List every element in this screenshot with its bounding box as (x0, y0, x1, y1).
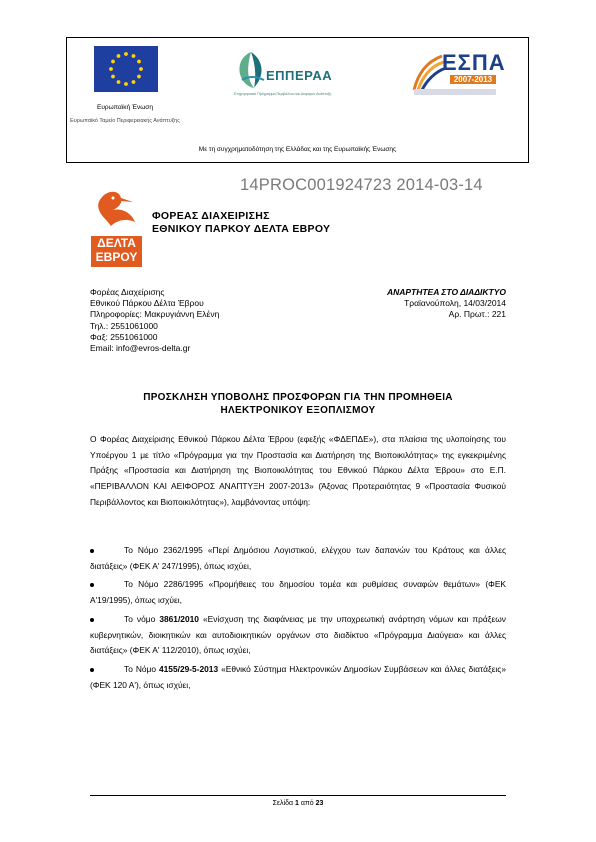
sender-line-2: Εθνικού Πάρκου Δέλτα Έβρου (90, 298, 204, 309)
document-title (90, 392, 506, 417)
sender-fax: Φαξ: 2551061000 (90, 331, 158, 342)
org-line-2: ΕΘΝΙΚΟΥ ΠΑΡΚΟΥ ΔΕΛΤΑ ΕΒΡΟΥ (152, 223, 331, 235)
publish-notice: ΑΝΑΡΤΗΤΕΑ ΣΤΟ ΔΙΑΔΙΚΤΥΟ (386, 287, 506, 297)
eu-star-icon (124, 52, 128, 56)
place-date: Τραϊανούπολη, 14/03/2014 (404, 298, 506, 309)
pelican-logo-icon (91, 186, 142, 236)
intro-paragraph (90, 432, 506, 511)
eu-star-icon (132, 80, 136, 84)
bullet-icon (90, 549, 94, 553)
sender-block (90, 287, 219, 354)
title-line-2: ΗΛΕΚΤΡΟΝΙΚΟΥ ΕΞΟΠΛΙΣΜΟΥ (220, 404, 376, 416)
eu-star-icon (117, 80, 121, 84)
page-footer (90, 800, 506, 807)
document-meta (330, 287, 506, 321)
organization-title (152, 210, 330, 236)
document-id: 14PROC001924723 2014-03-14 (240, 176, 483, 194)
eu-caption: Ευρωπαϊκή Ένωση (97, 104, 153, 111)
logo-line-1: ΔΕΛΤΑ (97, 236, 136, 250)
eu-star-icon (137, 60, 141, 64)
legal-basis-list (90, 543, 506, 696)
espa-name: ΕΣΠΑ (442, 50, 506, 75)
list-item (90, 577, 506, 608)
protocol-number: Αρ. Πρωτ.: 221 (448, 309, 506, 320)
sender-contact-person: Πληροφορίες: Μακρυγιάννη Ελένη (90, 309, 220, 320)
intro-text: Ο Φορέας Διαχείρισης Εθνικού Πάρκου Δέλτα Έβρου (εφεξής «ΦΔΕΠΔΕ»), στα πλαίσια της υλοποίησης του Υποέργου 1 με τίτλο «Πρόγραμμα για την Προστασία και Διατήρηση της Βιοποικιλότητας» της εγκεκριμένης Πράξης «Προστασία και Διατήρηση της Βιοποικιλότητας του Εθνικού Πάρκου Δέλτα Έβρου» στο Ε.Π. «ΠΕΡΙΒΑΛΛΟΝ ΚΑΙ ΑΕΙΦΟΡΟΣ ΑΝΑΠΤΥΞΗ 2007-2013» (Άξονας Προτεραιότητας 9 «Προστασία Φυσικού Περιβάλλοντος και Βιοποικιλότητας»), λαμβάνοντας υπόψη: (90, 434, 506, 507)
list-item (90, 612, 506, 659)
eu-star-icon (109, 67, 113, 71)
list-item-bold: 3861/2010 (159, 613, 199, 624)
epperaa-logo-icon (234, 50, 268, 90)
bullet-icon (90, 668, 94, 672)
list-item (90, 543, 506, 574)
list-item-text: Το Νόμο 2362/1995 «Περί Δημόσιου Λογιστικού, ελέγχου των δαπανών του Κράτους και άλλες διατάξεις» (ΦΕΚ Α' 247/1995), όπως ισχύει, (90, 545, 506, 571)
list-item-text: Το νόμο (124, 613, 160, 624)
sender-line-1: Φορέας Διαχείρισης (90, 287, 165, 297)
espa-flags-strip (414, 89, 496, 95)
delta-logo (91, 236, 142, 267)
list-item-text-tail: «Εθνικό Σύστημα Ηλεκτρονικών Δημοσίων Συμβάσεων και άλλες διατάξεις» (ΦΕΚ 120 Α'), όπως ισχύει, (90, 663, 506, 690)
sender-email: Email: info@evros-delta.gr (90, 343, 191, 354)
page-total: 23 (315, 800, 324, 807)
epperaa-subtitle: Επιχειρησιακό Πρόγραμμα Περιβάλλον και Αειφόρος Ανάπτυξη (234, 92, 332, 96)
footer-rule (90, 795, 506, 796)
eu-star-icon (117, 54, 121, 58)
bullet-icon (90, 618, 94, 622)
eu-star-icon (139, 67, 143, 71)
eu-subcaption: Ευρωπαϊκό Ταμείο Περιφερειακής Ανάπτυξης (70, 118, 180, 124)
eu-star-icon (137, 75, 141, 79)
list-item (90, 662, 506, 693)
cofunding-caption: Με τη συγχρηματοδότηση της Ελλάδας και της Ευρωπαϊκής Ένωσης (198, 146, 397, 153)
page-label: Σελίδα (272, 800, 294, 807)
list-item-text: Το Νόμο (124, 663, 159, 674)
list-item-bold: 4155/29-5-2013 (158, 663, 219, 674)
sender-phone: Τηλ.: 2551061000 (90, 320, 158, 331)
eu-flag-icon (94, 46, 158, 92)
eu-star-icon (132, 54, 136, 58)
org-line-1: ΦΟΡΕΑΣ ΔΙΑΧΕΙΡΙΣΗΣ (152, 210, 270, 222)
title-line-1: ΠΡΟΣΚΛΗΣΗ ΥΠΟΒΟΛΗΣ ΠΡΟΣΦΟΡΩΝ ΓΙΑ ΤΗΝ ΠΡΟΜΗΘΕΙΑ (143, 392, 453, 403)
eu-star-icon (111, 75, 115, 79)
eu-star-icon (111, 60, 115, 64)
epperaa-name: ΕΠΠΕΡΑΑ (266, 68, 333, 83)
page-of-label: από (300, 800, 314, 807)
list-item-text-tail: «Ενίσχυση της διαφάνειας με την υποχρεωτική ανάρτηση νόμων και πράξεων κυβερνητικών, διοικητικών και αυτοδιοικητικών οργάνων στο διαδίκτυο «Πρόγραμμα Διαύγεια» και άλλες διατάξεις» (ΦΕΚ Α' 112/2010), όπως ισχύει, (90, 613, 506, 656)
logo-line-2: ΕΒΡΟΥ (95, 250, 138, 264)
list-item-text: Το Νόμο 2286/1995 «Προμήθειες του δημοσίου τομέα και ρυθμίσεις συναφών θεμάτων» (ΦΕΚ Α'19/1995), όπως ισχύει, (90, 579, 506, 606)
espa-years: 2007-2013 (450, 75, 496, 84)
page-number: 1 (295, 800, 299, 807)
eu-star-icon (124, 82, 128, 86)
